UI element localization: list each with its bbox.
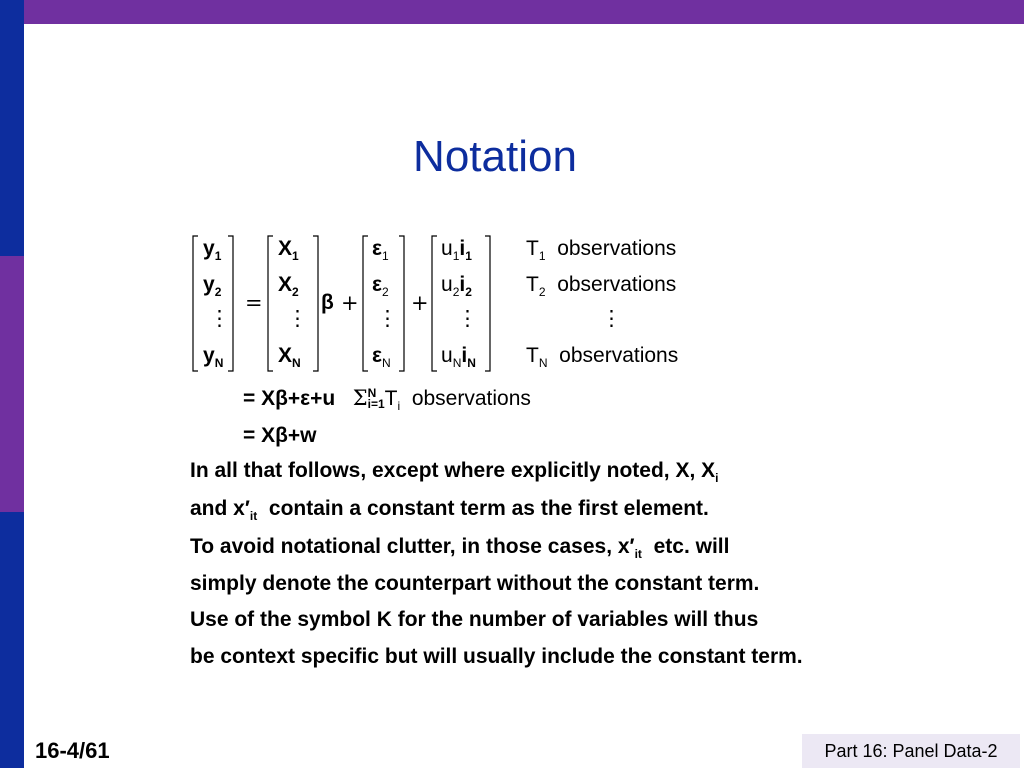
text-line-1: In all that follows, except where explicitly noted, X, $X_i$ [190,459,719,486]
plus-sign-2: + [411,291,429,315]
slide-title: Notation [413,132,577,181]
slide-number: 16-4/61 [35,738,110,763]
equals-sign: = [245,291,263,315]
X1-entry: $X_1$ [278,237,299,264]
X2-entry: $X_2$ [278,273,299,300]
text-line-4: simply denote the counterpart without the constant term. [190,572,760,595]
epsN-entry: $\varepsilon_N$ [372,344,391,371]
obs-row-N: $T_N$ observations [526,344,679,371]
text-line-3: To avoid notational clutter, in those cases, $x'_{it}$ etc. will [190,535,730,562]
obs-vdots: ⋮ [601,306,622,330]
text-line-6: be context specific but will usually include the constant term. [190,645,803,668]
y2-entry: $y_2$ [203,273,222,300]
text-line-2: and $x'_{it}$ contain a constant term as the first element. [190,497,709,524]
footer-part-label: Part 16: Panel Data-2 [802,734,1020,768]
u1-entry: $u_1i_1$ [441,237,472,264]
text-line-5: Use of the symbol K for the number of variables will thus [190,608,759,631]
obs-row-1: $T_1$ observations [526,237,677,264]
eps2-entry: $\varepsilon_2$ [372,273,389,300]
X-vdots: ⋮ [287,306,308,330]
plus-sign-1: + [341,291,359,315]
u2-entry: $u_2i_2$ [441,273,472,300]
y1-entry: $y_1$ [203,237,222,264]
XN-entry: $X_N$ [278,344,301,371]
equation-line-1: = Xβ+ε+u ΣN $i=1T_i$ observations [243,386,531,414]
beta-symbol: β [321,291,334,314]
yN-entry: $y_N$ [203,344,224,371]
y-vdots: ⋮ [209,306,230,330]
eps-vdots: ⋮ [377,306,398,330]
u-vdots: ⋮ [457,306,478,330]
uN-entry: $u_Ni_N$ [441,344,476,371]
equation-line-2: = Xβ+w [243,424,317,447]
eps1-entry: $\varepsilon_1$ [372,237,389,264]
obs-row-2: $T_2$ observations [526,273,677,300]
